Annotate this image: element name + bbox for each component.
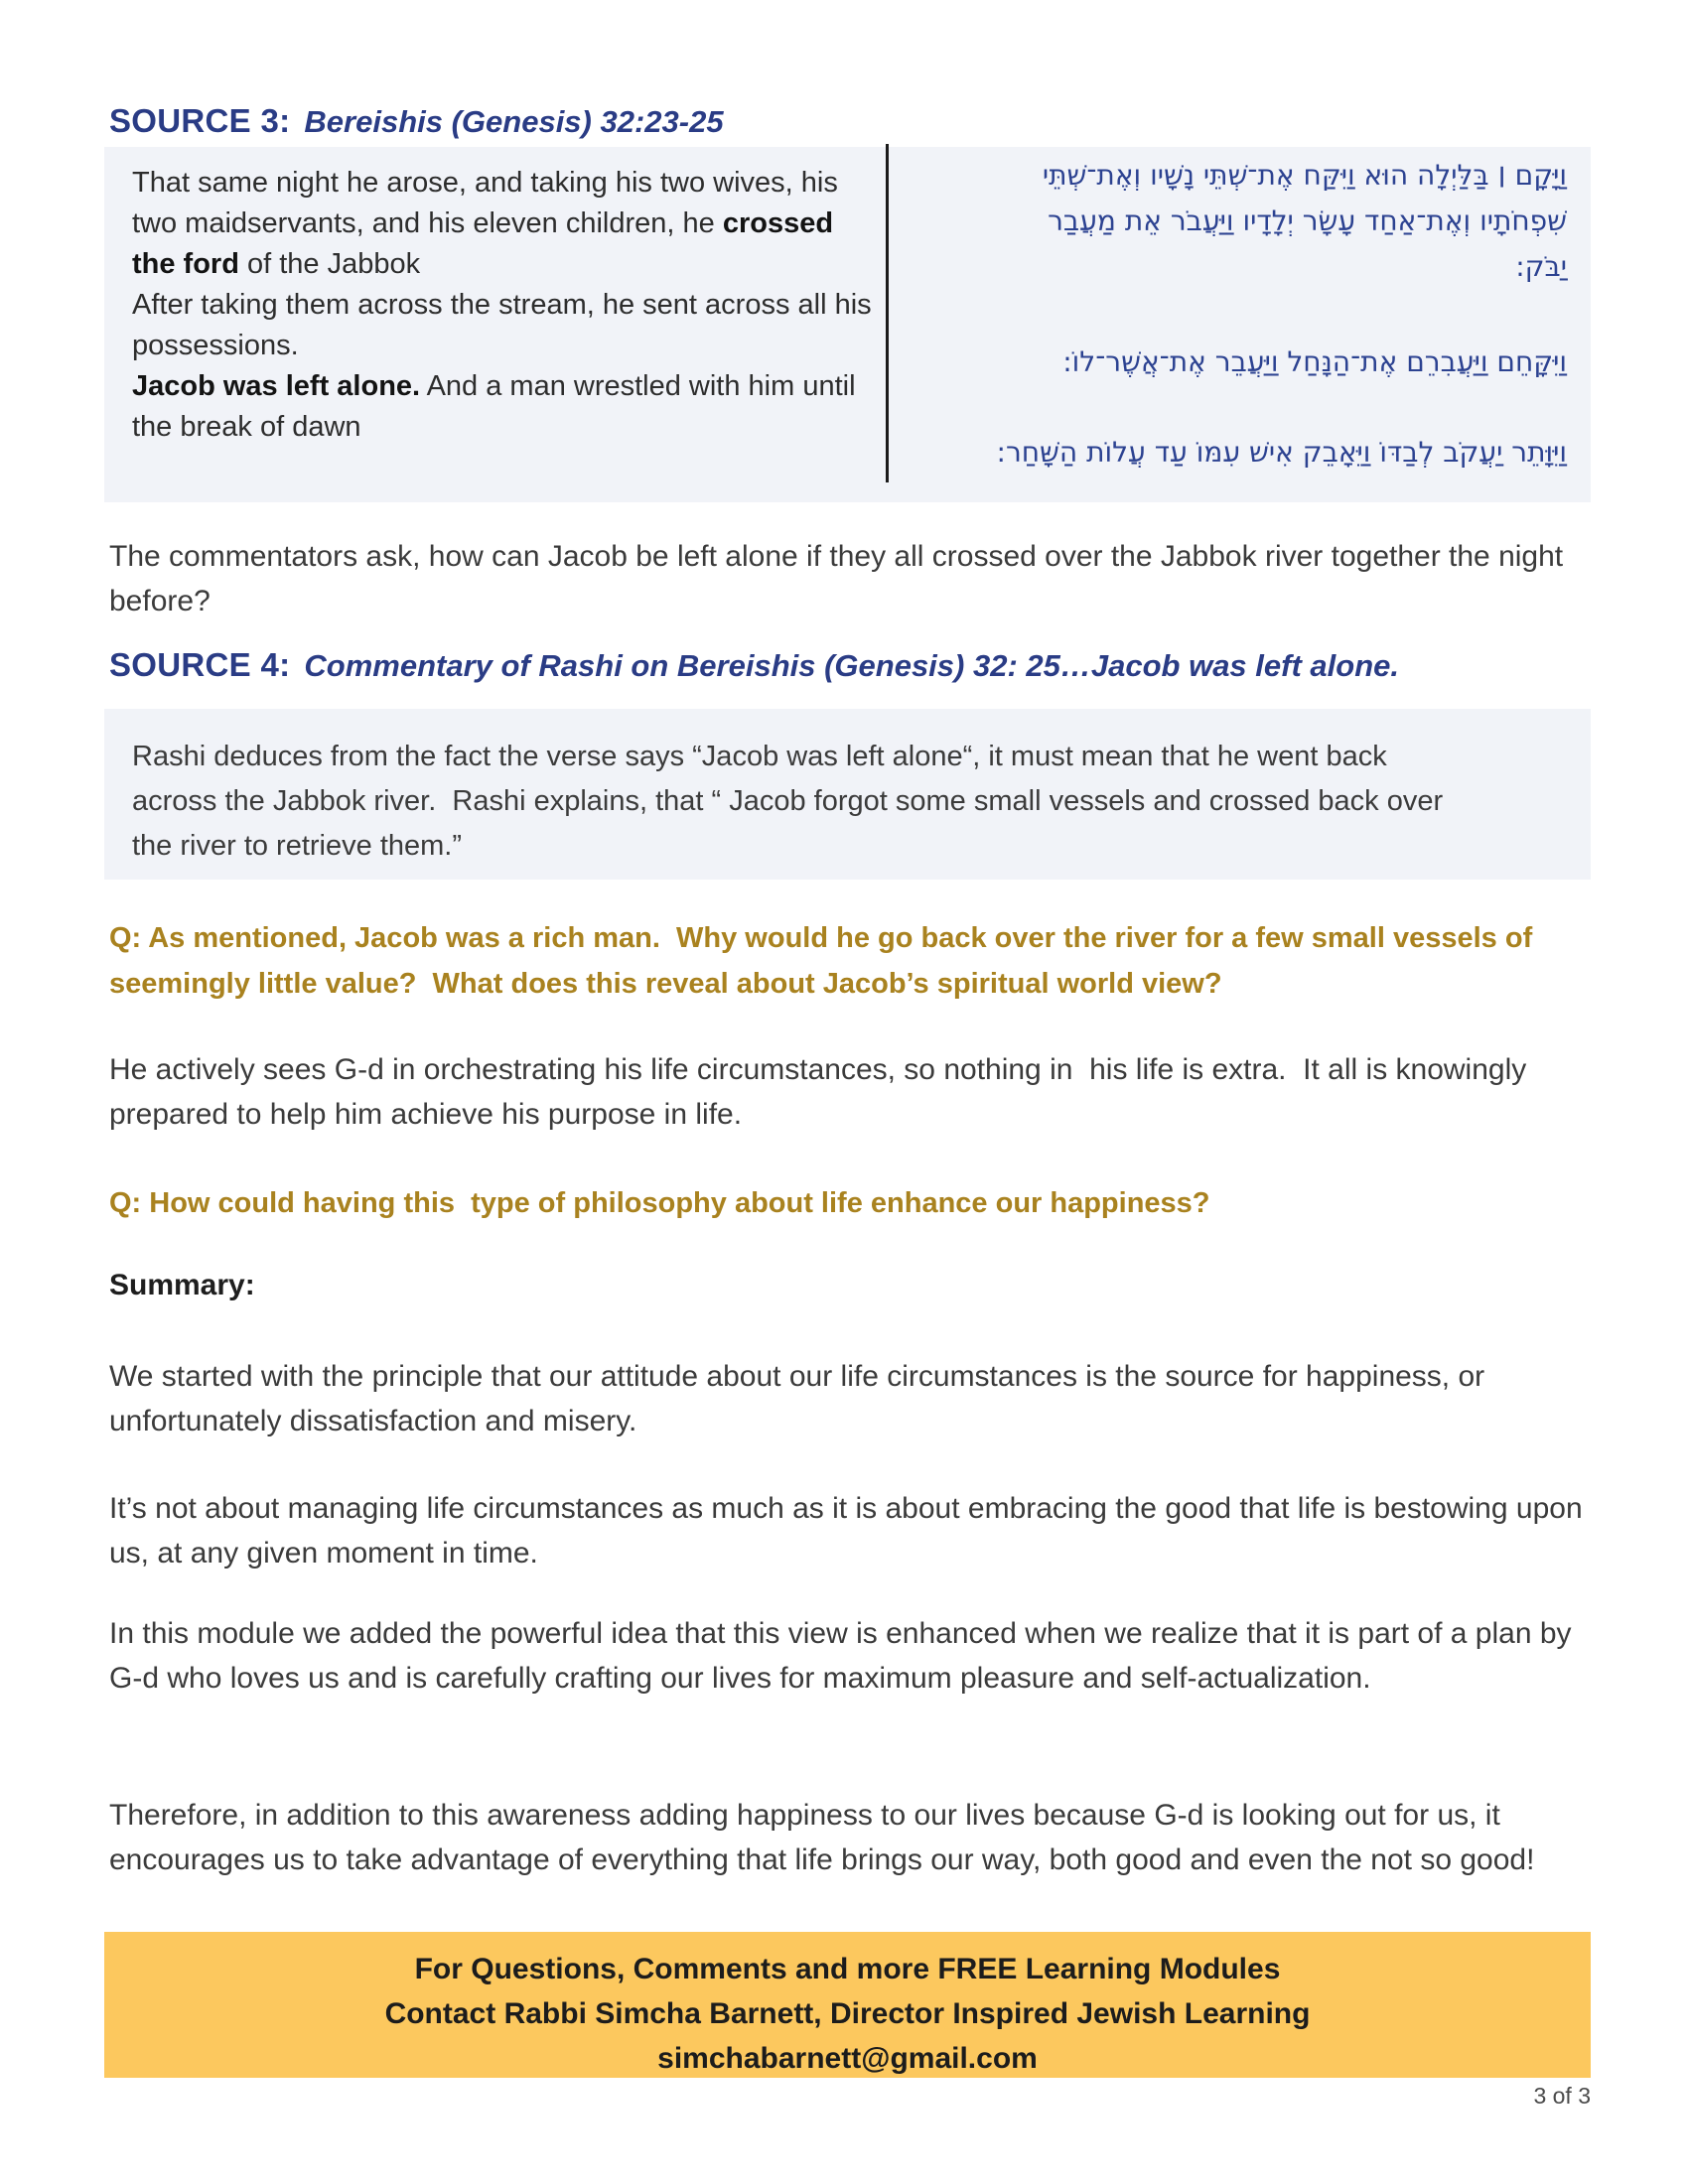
- summary-heading: Summary:: [109, 1269, 255, 1301]
- verse23-text: That same night he arose, and taking his two wives, his two maidservants, and his eleven children, he: [132, 167, 838, 239]
- question-2: Q: How could having this type of philosophy about life enhance our happiness?: [109, 1187, 1210, 1219]
- source3-hebrew-column: [991, 153, 1567, 476]
- verse23-bold-text: crossed the ford: [132, 207, 834, 280]
- source3-heading: [109, 102, 724, 140]
- verse25-text: And a man wrestled with him until the break of dawn: [132, 370, 856, 443]
- rashi-commentary-text: Rashi deduces from the fact the verse says “Jacob was left alone“, it must mean that he went back across the Jabbok river. Rashi explains, that “ Jacob forgot some small vessels and crossed back over the river to retrieve them.”: [132, 741, 1452, 862]
- footer-line-1: For Questions, Comments and more FREE Learning Modules: [414, 1953, 1281, 1985]
- source3-english-column: [132, 163, 875, 448]
- footer-line-2: Contact Rabbi Simcha Barnett, Director Inspired Jewish Learning: [384, 1997, 1311, 2030]
- summary-paragraph-1: We started with the principle that our attitude about our life circumstances is the source for happiness, or unfortunately dissatisfaction and misery.: [109, 1360, 1493, 1437]
- question-1: Q: As mentioned, Jacob was a rich man. Why would he go back over the river for a few small vessels of seemingly little value? What does this reveal about Jacob’s spiritual world view?: [109, 922, 1541, 1000]
- summary-paragraph-3: In this module we added the powerful idea that this view is enhanced when we realize that it is part of a plan by G-d who loves us and is carefully crafting our lives for maximum pleasure and self-actualization.: [109, 1617, 1580, 1695]
- verse25-bold-text: Jacob was left alone.: [132, 370, 421, 402]
- page-number: 3 of 3: [1533, 2083, 1591, 2109]
- column-divider-line: [886, 144, 889, 482]
- source3-label: SOURCE 3:: [109, 102, 291, 139]
- hebrew-verse-24: וַיִּקָּחֵם וַיַּעֲבִרֵם אֶת־הַנָּחַל וַיַּעֲבֵר אֶת־אֲשֶׁר־לוֹ:: [1062, 345, 1567, 378]
- summary-paragraph-2: It’s not about managing life circumstances as much as it is about embracing the good that life is bestowing upon us, at any given moment in time.: [109, 1492, 1591, 1570]
- footer-banner: [104, 1932, 1591, 2078]
- verse23-text-end: of the Jabbok: [238, 248, 421, 280]
- source3-english-verse-25: [132, 366, 875, 448]
- hebrew-verse-23-line-1: וַיָּקָם ׀ בַּלַּיְלָה הוּא וַיִּקַּח אֶת־שְׁתֵּי נָשָׁיו וְאֶת־שְׁתֵּי: [1042, 159, 1567, 192]
- answer-1: He actively sees G-d in orchestrating his life circumstances, so nothing in his life is extra. It all is knowingly prepared to help him achieve his purpose in life.: [109, 1053, 1535, 1131]
- source4-box: [104, 709, 1591, 880]
- hebrew-verse-25: וַיִּוָּתֵר יַעֲקֹב לְבַדּוֹ וַיֵּאָבֵק אִישׁ עִמּוֹ עַד עֲלוֹת הַשָּׁחַר:: [996, 436, 1567, 469]
- source4-heading: [109, 646, 1399, 684]
- source3-reference: Bereishis (Genesis) 32:23-25: [304, 104, 724, 139]
- commentators-question-paragraph: The commentators ask, how can Jacob be left alone if they all crossed over the Jabbok river together the night before?: [109, 540, 1572, 617]
- source4-label: SOURCE 4:: [109, 646, 291, 683]
- source3-box: [104, 147, 1591, 502]
- source3-english-verse-23: [132, 163, 875, 285]
- hebrew-verse-23-line-2: שִׁפְחֹתָיו וְאֶת־אַחַד עָשָׂר יְלָדָיו וַיַּעֲבֹר אֵת מַעֲבַר יַבֹּק:: [1048, 205, 1567, 283]
- footer-email: simchabarnett@gmail.com: [657, 2042, 1038, 2075]
- source3-english-verse-24: After taking them across the stream, he sent across all his possessions.: [132, 289, 872, 361]
- summary-paragraph-4: Therefore, in addition to this awareness adding happiness to our lives because G-d is looking out for us, it encourages us to take advantage of everything that life brings our way, both good and even the not so good!: [109, 1799, 1535, 1876]
- source4-reference: Commentary of Rashi on Bereishis (Genesis) 32: 25…Jacob was left alone.: [304, 648, 1399, 683]
